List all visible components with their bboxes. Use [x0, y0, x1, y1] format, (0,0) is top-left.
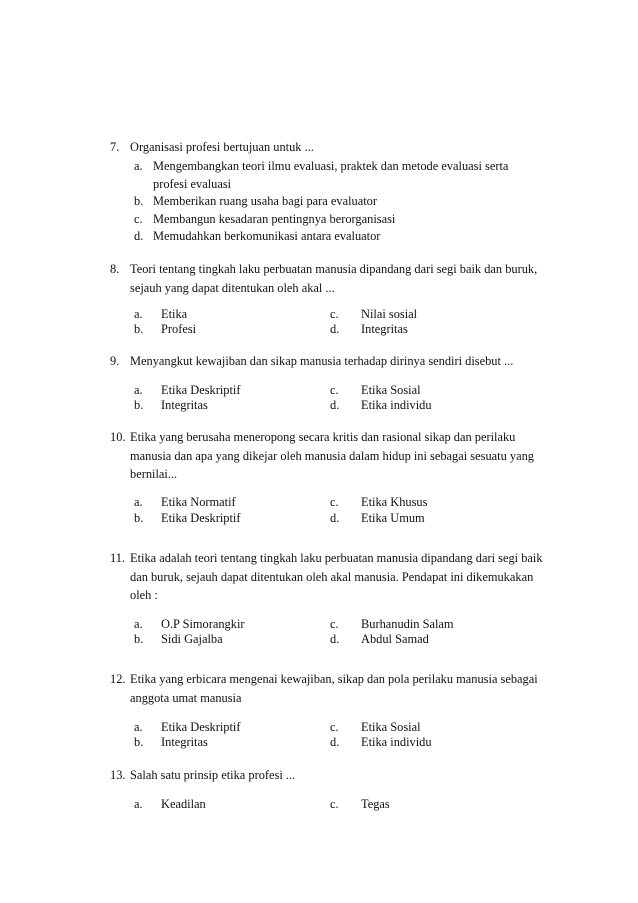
question-13-text: Salah satu prinsip etika profesi ...: [130, 768, 296, 782]
question-8-option-d-letter: d.: [330, 322, 340, 336]
question-10-text-line-1: Etika yang berusaha meneropong secara kritis dan rasional sikap dan perilaku: [130, 430, 516, 444]
question-10-option-b-text: Etika Deskriptif: [161, 511, 241, 525]
question-12-option-d-letter: d.: [330, 735, 340, 749]
question-9-number: 9.: [110, 354, 120, 368]
question-11-option-a-text: O.P Simorangkir: [161, 617, 245, 631]
question-9-option-c-text: Etika Sosial: [361, 383, 421, 397]
question-11-option-a-letter: a.: [134, 617, 143, 631]
question-9-option-a-text: Etika Deskriptif: [161, 383, 241, 397]
question-9-option-b-text: Integritas: [161, 398, 208, 412]
question-8-number: 8.: [110, 262, 120, 276]
question-11-option-d-letter: d.: [330, 632, 340, 646]
question-9-option-c-letter: c.: [330, 383, 339, 397]
question-7-option-a-letter: a.: [134, 159, 143, 173]
question-10-option-c-letter: c.: [330, 495, 339, 509]
question-12-option-c-letter: c.: [330, 720, 339, 734]
question-11-option-b-text: Sidi Gajalba: [161, 632, 223, 646]
question-13-option-c-letter: c.: [330, 797, 339, 811]
question-9-option-d-text: Etika individu: [361, 398, 432, 412]
question-7-text: Organisasi profesi bertujuan untuk ...: [130, 140, 314, 154]
question-9-option-b-letter: b.: [134, 398, 144, 412]
question-12-option-d-text: Etika individu: [361, 735, 432, 749]
question-11-option-c-text: Burhanudin Salam: [361, 617, 454, 631]
question-10-option-b-letter: b.: [134, 511, 144, 525]
question-9-option-d-letter: d.: [330, 398, 340, 412]
question-12-option-b-text: Integritas: [161, 735, 208, 749]
question-13-number: 13.: [110, 768, 126, 782]
question-7-option-c-text: Membangun kesadaran pentingnya berorganisasi: [153, 212, 396, 226]
question-12-option-a-text: Etika Deskriptif: [161, 720, 241, 734]
question-10-option-d-text: Etika Umum: [361, 511, 425, 525]
question-7-option-b-letter: b.: [134, 194, 144, 208]
question-11-number: 11.: [110, 551, 126, 565]
question-10-option-c-text: Etika Khusus: [361, 495, 428, 509]
question-7-option-b-text: Memberikan ruang usaha bagi para evaluator: [153, 194, 377, 208]
question-8-option-a-letter: a.: [134, 307, 143, 321]
question-8-option-b-letter: b.: [134, 322, 144, 336]
question-10-option-a-text: Etika Normatif: [161, 495, 236, 509]
question-11-option-b-letter: b.: [134, 632, 144, 646]
question-12-option-c-text: Etika Sosial: [361, 720, 421, 734]
question-8-option-c-text: Nilai sosial: [361, 307, 418, 321]
question-8-text-line-1: Teori tentang tingkah laku perbuatan manusia dipandang dari segi baik dan buruk,: [130, 262, 538, 276]
question-12-option-a-letter: a.: [134, 720, 143, 734]
question-8-option-a-text: Etika: [161, 307, 188, 321]
question-10-option-a-letter: a.: [134, 495, 143, 509]
question-11-text-line-3: oleh :: [130, 588, 158, 602]
question-7-option-d-text: Memudahkan berkomunikasi antara evaluator: [153, 229, 381, 243]
question-12-number: 12.: [110, 672, 126, 686]
question-11-option-d-text: Abdul Samad: [361, 632, 429, 646]
question-13-option-a-letter: a.: [134, 797, 143, 811]
question-8-option-b-text: Profesi: [161, 322, 197, 336]
question-10-text-line-3: bernilai...: [130, 467, 178, 481]
question-10-option-d-letter: d.: [330, 511, 340, 525]
question-9-text: Menyangkut kewajiban dan sikap manusia terhadap dirinya sendiri disebut ...: [130, 354, 514, 368]
question-8-option-c-letter: c.: [330, 307, 339, 321]
question-7-option-c-letter: c.: [134, 212, 143, 226]
question-8-option-d-text: Integritas: [361, 322, 408, 336]
question-7-option-a-text: Mengembangkan teori ilmu evaluasi, praktek dan metode evaluasi serta: [153, 159, 509, 173]
question-10-text-line-2: manusia dan apa yang dikejar oleh manusia dalam hidup ini sebagai sesuatu yang: [130, 449, 534, 463]
question-12-text-line-2: anggota umat manusia: [130, 691, 242, 705]
question-11-text-line-1: Etika adalah teori tentang tingkah laku perbuatan manusia dipandang dari segi baik: [130, 551, 543, 565]
question-9-option-a-letter: a.: [134, 383, 143, 397]
question-13-option-a-text: Keadilan: [161, 797, 206, 811]
question-12-option-b-letter: b.: [134, 735, 144, 749]
question-7-option-d-letter: d.: [134, 229, 144, 243]
question-11-option-c-letter: c.: [330, 617, 339, 631]
question-12-text-line-1: Etika yang erbicara mengenai kewajiban, sikap dan pola perilaku manusia sebagai: [130, 672, 538, 686]
question-10-number: 10.: [110, 430, 126, 444]
question-7-number: 7.: [110, 140, 120, 154]
question-13-option-c-text: Tegas: [361, 797, 390, 811]
question-8-text-line-2: sejauh yang dapat ditentukan oleh akal ...: [130, 281, 335, 295]
question-7-option-a-text-cont: profesi evaluasi: [153, 177, 232, 191]
question-11-text-line-2: dan buruk, sejauh dapat ditentukan oleh akal manusia. Pendapat ini dikemukakan: [130, 570, 534, 584]
